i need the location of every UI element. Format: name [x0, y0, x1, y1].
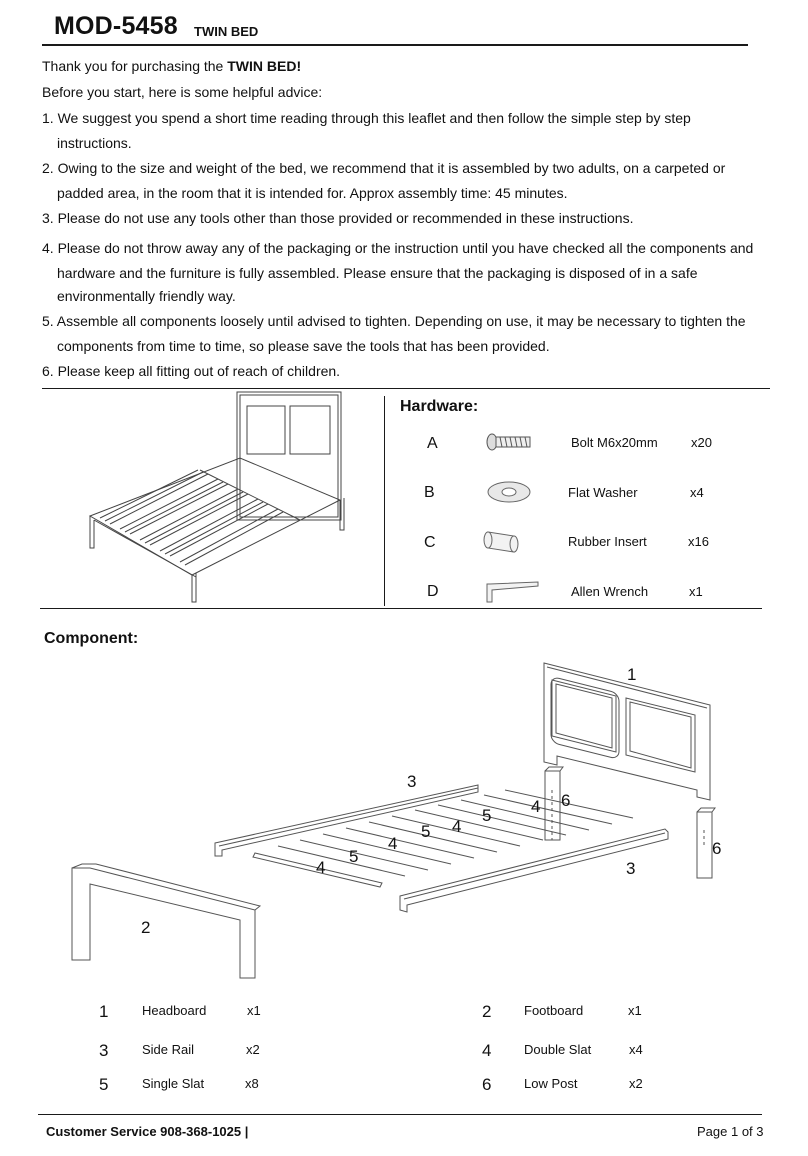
- hardware-name-c: Rubber Insert: [568, 534, 647, 549]
- hardware-name-a: Bolt M6x20mm: [571, 435, 658, 450]
- product-subtitle: TWIN BED: [194, 24, 259, 39]
- advice-2-cont: padded area, in the room that it is intended for. Approx assembly time: 45 minutes.: [57, 185, 568, 201]
- page-number: Page 1 of 3: [697, 1124, 764, 1139]
- part-name-5: Single Slat: [142, 1076, 205, 1091]
- part-num-3: 3: [99, 1041, 109, 1060]
- hardware-title: Hardware:: [400, 398, 479, 415]
- part-qty-2: x1: [628, 1003, 642, 1018]
- hardware-qty-a: x20: [691, 435, 712, 450]
- part-qty-6: x2: [629, 1076, 643, 1091]
- hardware-qty-b: x4: [690, 485, 704, 500]
- callout-3-lower: 3: [626, 859, 636, 878]
- callout-3-upper: 3: [407, 772, 417, 791]
- part-qty-1: x1: [247, 1003, 261, 1018]
- advice-3: 3. Please do not use any tools other than those provided or recommended in these instructions.: [42, 210, 634, 226]
- part-qty-3: x2: [246, 1042, 260, 1057]
- callout-1: 1: [627, 665, 637, 684]
- advice-2: 2. Owing to the size and weight of the bed, we recommend that it is assembled by two adults, on a carpeted or: [42, 160, 726, 176]
- callout-6-b: 6: [712, 839, 722, 858]
- advice-6: 6. Please keep all fitting out of reach of children.: [42, 363, 341, 379]
- part-num-5: 5: [99, 1075, 109, 1094]
- before-line: Before you start, here is some helpful advice:: [42, 84, 323, 100]
- part-name-6: Low Post: [524, 1076, 578, 1091]
- callout-4-a: 4: [531, 797, 541, 816]
- model-number: MOD-5458: [54, 12, 178, 40]
- part-num-1: 1: [99, 1002, 109, 1021]
- callout-6-a: 6: [561, 791, 571, 810]
- thanks-line: Thank you for purchasing the TWIN BED!: [42, 58, 302, 74]
- hardware-qty-d: x1: [689, 584, 703, 599]
- hardware-letter-d: D: [427, 583, 439, 600]
- hardware-name-d: Allen Wrench: [571, 584, 649, 599]
- callout-5-b: 5: [421, 822, 431, 841]
- hardware-letter-a: A: [427, 435, 438, 452]
- footer-rule: [38, 1114, 762, 1115]
- product-name: TWIN BED: [227, 58, 297, 74]
- component-title: Component:: [44, 630, 139, 647]
- callout-4-b: 4: [452, 817, 462, 836]
- hardware-name-b: Flat Washer: [568, 485, 638, 500]
- advice-4: 4. Please do not throw away any of the packaging or the instruction until you have checked all the components and: [42, 240, 754, 256]
- hardware-letter-c: C: [424, 534, 436, 551]
- advice-4-cont: hardware and the furniture is fully assembled. Please ensure that the packaging is disposed of in a safe: [57, 265, 698, 281]
- customer-service: Customer Service 908-368-1025 |: [46, 1124, 249, 1139]
- hardware-qty-c: x16: [688, 534, 709, 549]
- callout-5-c: 5: [349, 847, 359, 866]
- advice-5: 5. Assemble all components loosely until advised to tighten. Depending on use, it may be necessary to tighten the: [42, 313, 746, 329]
- callout-4-d: 4: [316, 858, 326, 877]
- advice-5-cont: components from time to time, so please save the tools that has been provided.: [57, 338, 550, 354]
- part-name-1: Headboard: [142, 1003, 207, 1018]
- hardware-letter-b: B: [424, 484, 435, 501]
- callout-4-c: 4: [388, 834, 398, 853]
- advice-1-cont: instructions.: [57, 135, 132, 151]
- advice-4-cont2: environmentally friendly way.: [57, 288, 236, 304]
- part-name-4: Double Slat: [524, 1042, 592, 1057]
- callout-5-a: 5: [482, 806, 492, 825]
- part-num-4: 4: [482, 1041, 492, 1060]
- part-num-2: 2: [482, 1002, 492, 1021]
- part-name-2: Footboard: [524, 1003, 584, 1018]
- advice-1: 1. We suggest you spend a short time reading through this leaflet and then follow the simple step by step: [42, 110, 691, 126]
- part-num-6: 6: [482, 1075, 492, 1094]
- callout-2: 2: [141, 918, 151, 937]
- part-name-3: Side Rail: [142, 1042, 195, 1057]
- part-qty-5: x8: [245, 1076, 259, 1091]
- part-qty-4: x4: [629, 1042, 643, 1057]
